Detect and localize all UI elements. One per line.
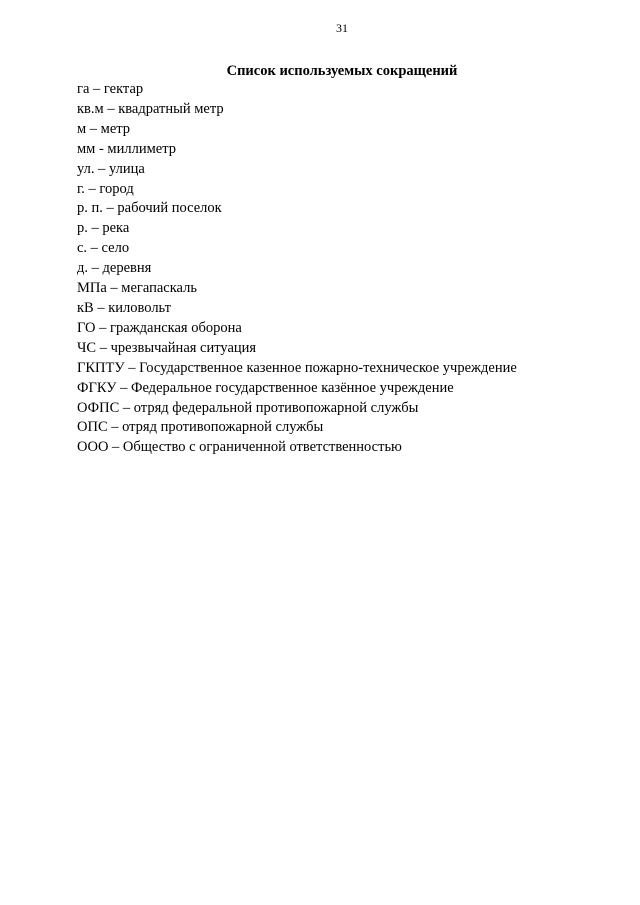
list-item-go: ГО – гражданская оборона — [77, 319, 242, 336]
list-item-mm: мм - миллиметр — [77, 140, 176, 157]
list-item-m: м – метр — [77, 120, 131, 137]
list-item-ooo: ООО – Общество с ограниченной ответственностью — [77, 439, 402, 456]
list-item-ga: га – гектар — [77, 81, 144, 97]
list-item-ops: ОПС – отряд противопожарной службы — [77, 419, 324, 436]
list-item-r: р. – река — [77, 220, 130, 237]
page-number: 31 — [336, 21, 348, 35]
list-item-rp: р. п. – рабочий поселок — [77, 200, 222, 217]
list-item-d: д. – деревня — [77, 260, 152, 277]
list-item-ul: ул. – улица — [77, 160, 145, 177]
list-item-g: г. – город — [77, 180, 134, 197]
abbreviation-list — [77, 80, 617, 458]
list-item-gkptu: ГКПТУ – Государственное казенное пожарно-техническое учреждение — [77, 359, 517, 376]
list-item-s: с. – село — [77, 240, 130, 257]
list-item-chs: ЧС – чрезвычайная ситуация — [77, 339, 257, 356]
page-title: Список используемых сокращений — [226, 63, 458, 79]
list-item-kvm: кв.м – квадратный метр — [77, 100, 224, 117]
list-item-ofps: ОФПС – отряд федеральной противопожарной службы — [77, 399, 419, 416]
list-item-fgku: ФГКУ – Федеральное государственное казённое учреждение — [77, 379, 454, 396]
list-item-mpa: МПа – мегапаскаль — [77, 280, 197, 297]
list-item-kv: кВ – киловольт — [77, 299, 171, 316]
